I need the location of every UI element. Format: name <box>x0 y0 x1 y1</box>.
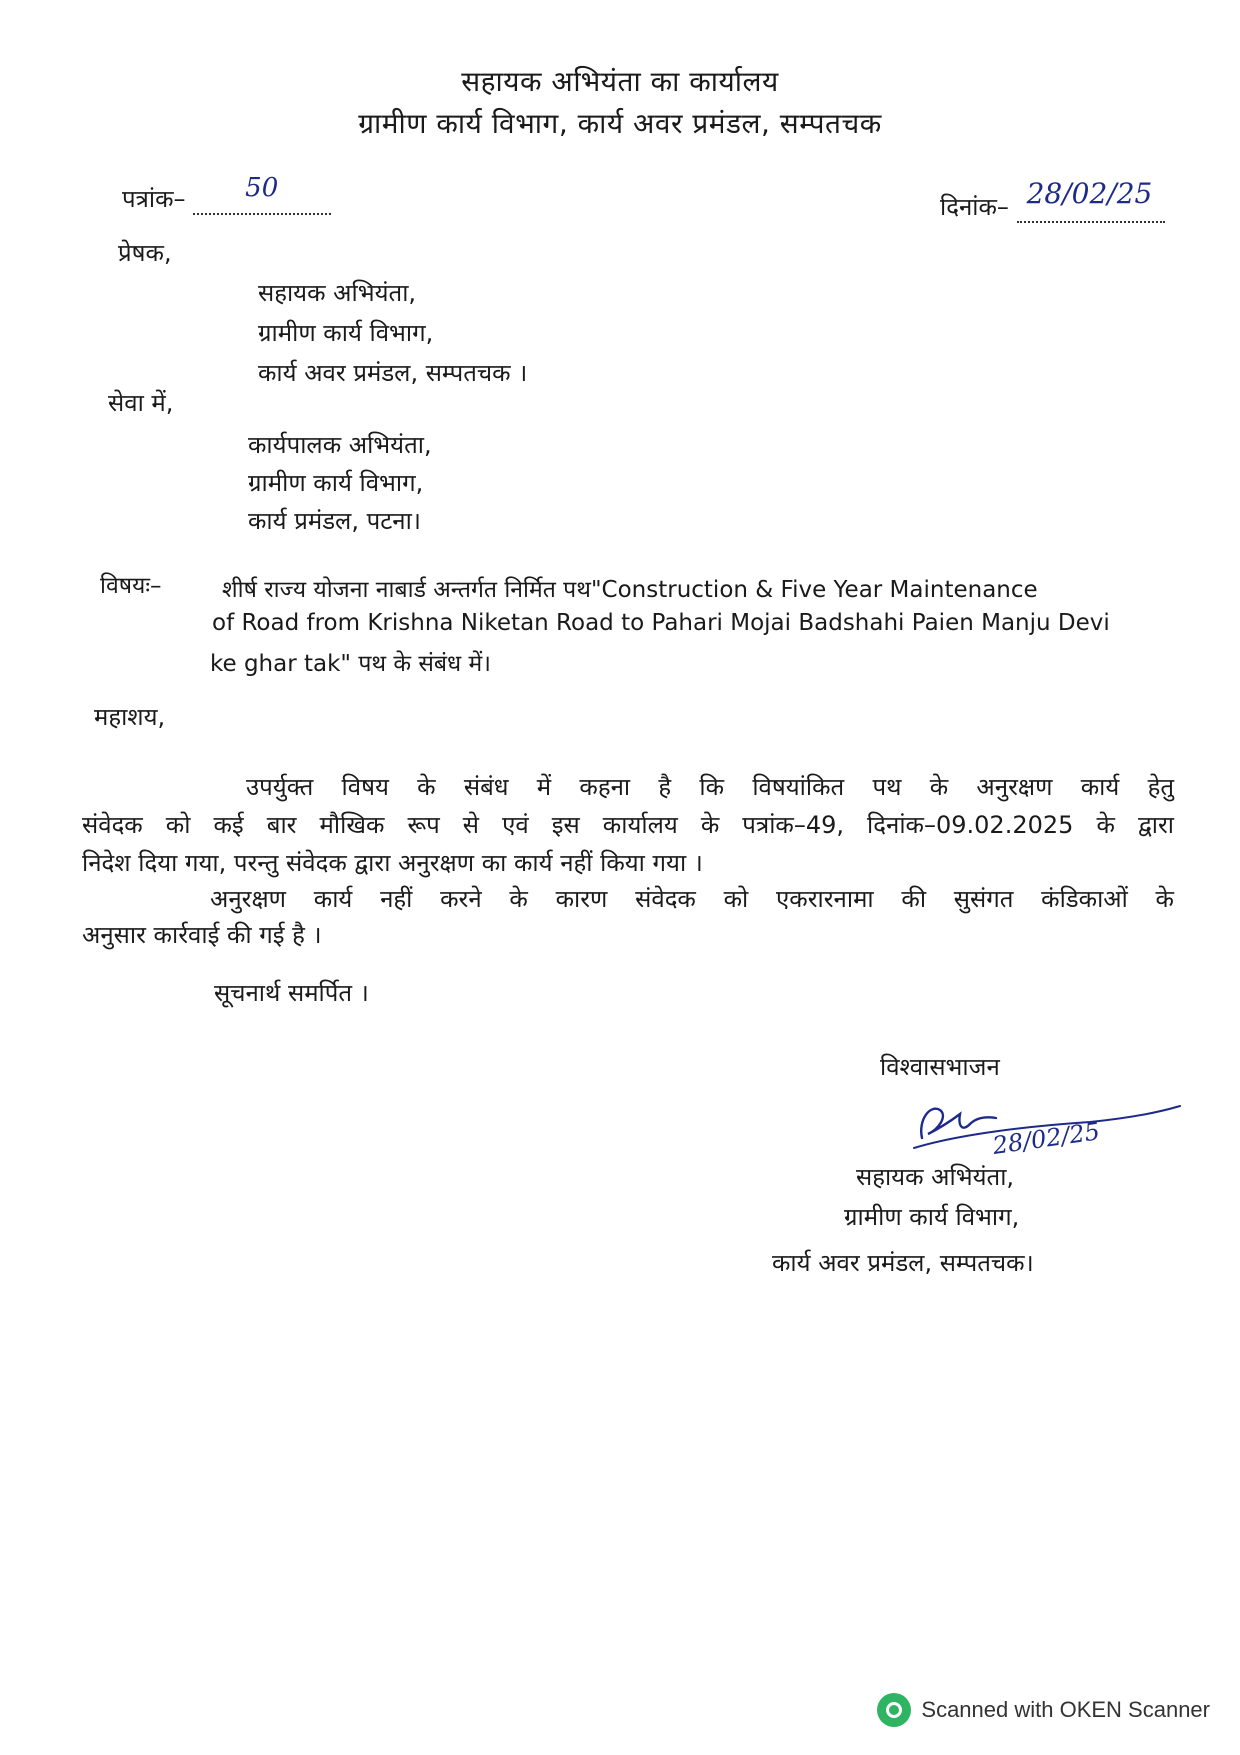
recipient-line-1: कार्यपालक अभियंता, <box>248 431 432 459</box>
sender-line-3: कार्य अवर प्रमंडल, सम्पतचक । <box>258 359 528 387</box>
closing-note: सूचनार्थ समर्पित । <box>214 979 369 1007</box>
signatory-line-2: ग्रामीण कार्य विभाग, <box>844 1203 1020 1231</box>
sender-label: प्रेषक, <box>118 239 172 267</box>
letter-date-value: 28/02/25 <box>1026 177 1153 210</box>
letter-date-label: दिनांक– <box>940 193 1009 221</box>
subject-line-1: शीर्ष राज्य योजना नाबार्ड अन्तर्गत निर्मित पथ"Construction & Five Year Maintenance <box>222 577 1038 603</box>
signature-date: 28/02/25 <box>990 1117 1102 1160</box>
salutation: महाशय, <box>94 703 166 731</box>
body-para2-line-1: अनुरक्षण कार्य नहीं करने के कारण संवेदक को एकरारनामा की सुसंगत कंडिकाओं के <box>210 885 1174 913</box>
letter-date <box>940 177 1165 223</box>
signatory-line-3: कार्य अवर प्रमंडल, सम्पतचक। <box>772 1249 1034 1277</box>
body-para2-line-2: अनुसार कार्रवाई की गई है । <box>82 921 322 949</box>
subject-line-2: of Road from Krishna Niketan Road to Pahari Mojai Badshahi Paien Manju Devi <box>212 610 1110 636</box>
letter-number-label: पत्रांक– <box>122 185 186 213</box>
oken-scanner-logo-icon <box>877 1693 911 1727</box>
body-para1-line-1: उपर्युक्त विषय के संबंध में कहना है कि विषयांकित पथ के अनुरक्षण कार्य हेतु <box>246 773 1174 801</box>
subject-line-3: ke ghar tak" पथ के संबंध में। <box>210 651 491 677</box>
letter-date-field <box>1017 177 1165 223</box>
letter-number-value: 50 <box>245 173 279 203</box>
regards: विश्वासभाजन <box>880 1053 1000 1081</box>
handwritten-signature <box>900 1090 1200 1170</box>
subject-label: विषयः– <box>100 573 162 599</box>
sender-line-2: ग्रामीण कार्य विभाग, <box>258 319 434 347</box>
scanner-badge-text: Scanned with OKEN Scanner <box>921 1697 1210 1722</box>
body-para1-line-3: निदेश दिया गया, परन्तु संवेदक द्वारा अनुरक्षण का कार्य नहीं किया गया । <box>82 849 703 877</box>
office-department: ग्रामीण कार्य विभाग, कार्य अवर प्रमंडल, सम्पतचक <box>358 107 882 140</box>
sender-line-1: सहायक अभियंता, <box>258 279 417 307</box>
body-para1-line-2: संवेदक को कई बार मौखिक रूप से एवं इस कार्यालय के पत्रांक–49, दिनांक–09.02.2025 के द्वारा <box>82 811 1174 839</box>
signatory-line-1: सहायक अभियंता, <box>856 1163 1015 1191</box>
letter-number <box>122 173 331 215</box>
scanner-badge <box>877 1693 1210 1727</box>
office-title: सहायक अभियंता का कार्यालय <box>461 65 779 98</box>
recipient-line-3: कार्य प्रमंडल, पटना। <box>248 507 421 535</box>
recipient-label: सेवा में, <box>108 389 174 417</box>
letter-number-field <box>193 173 331 215</box>
recipient-line-2: ग्रामीण कार्य विभाग, <box>248 469 424 497</box>
